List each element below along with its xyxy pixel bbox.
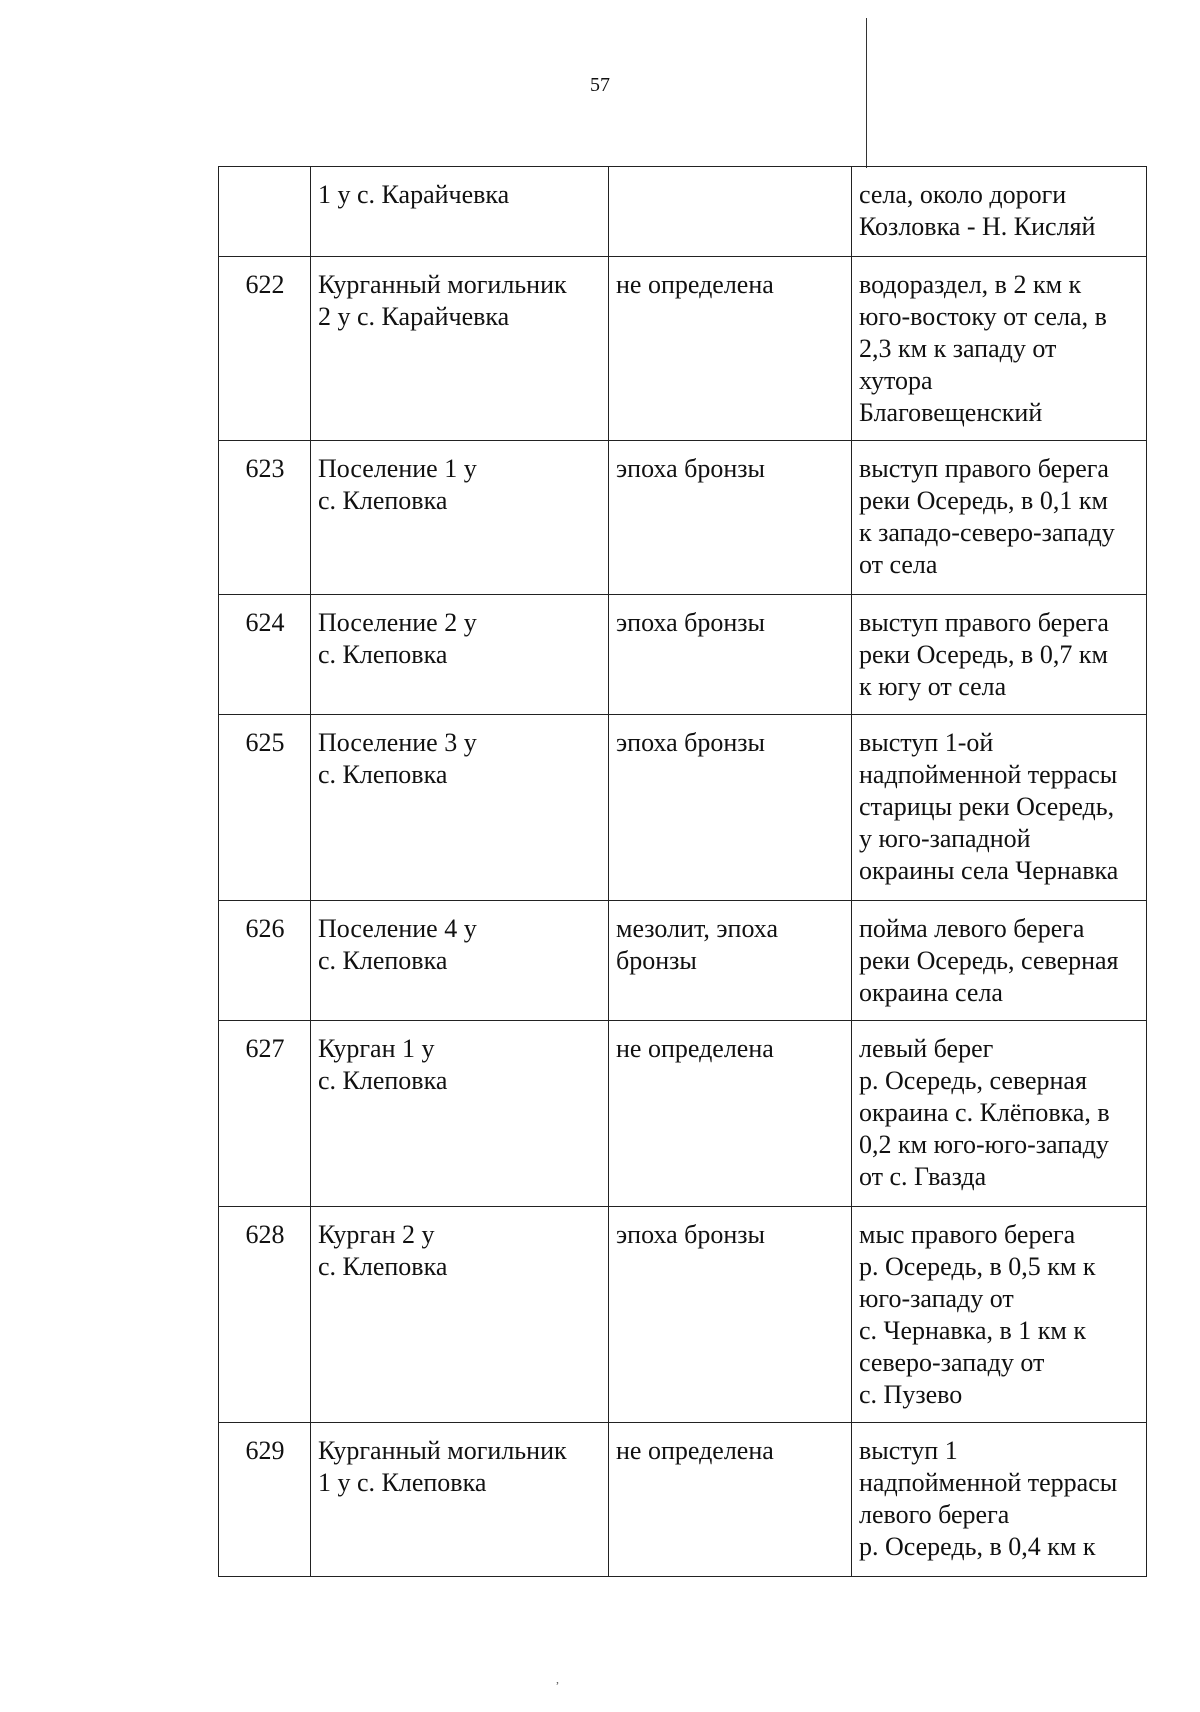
location-line: р. Осередь, в 0,5 км к: [859, 1252, 1096, 1281]
location-line: выступ 1: [859, 1436, 958, 1465]
location-line: надпойменной террасы: [859, 1468, 1118, 1497]
location-line: юго-востоку от села, в: [859, 302, 1107, 331]
dating-cell: [609, 257, 852, 441]
monument-name-cell: [311, 901, 609, 1021]
location-line: мыс правого берега: [859, 1220, 1076, 1249]
monument-name-line: 2 у с. Карайчевка: [318, 302, 510, 331]
monument-name-cell: [311, 1207, 609, 1423]
location-line: выступ 1-ой: [859, 728, 994, 757]
monument-name-cell: [311, 441, 609, 595]
location-line: старицы реки Осередь,: [859, 792, 1115, 821]
row-number-cell: 627: [219, 1021, 311, 1207]
monument-name-cell: [311, 1423, 609, 1577]
location-line: реки Осередь, в 0,1 км: [859, 486, 1108, 515]
page-number: 57: [590, 74, 610, 96]
location-line: окраина села: [859, 978, 1003, 1007]
location-line: от с. Гвазда: [859, 1162, 987, 1191]
table-row: [219, 1423, 1147, 1577]
location-cell: [852, 441, 1147, 595]
monument-name-cell: [311, 715, 609, 901]
location-line: с. Чернавка, в 1 км к: [859, 1316, 1086, 1345]
monument-name-line: Курган 1 у: [318, 1034, 435, 1063]
dating-line: не определена: [616, 1436, 774, 1465]
scan-speck: ,: [556, 1672, 559, 1686]
monument-name-line: 1 у с. Клеповка: [318, 1468, 487, 1497]
dating-line: мезолит, эпоха: [616, 914, 779, 943]
dating-line: не определена: [616, 270, 774, 299]
location-line: окраины села Чернавка: [859, 856, 1119, 885]
dating-cell: [609, 167, 852, 257]
table-row: [219, 441, 1147, 595]
dating-line: не определена: [616, 1034, 774, 1063]
dating-cell: [609, 715, 852, 901]
row-number-cell: 623: [219, 441, 311, 595]
location-cell: [852, 1207, 1147, 1423]
location-line: у юго-западной: [859, 824, 1031, 853]
location-line: с. Пузево: [859, 1380, 963, 1409]
monument-name-line: с. Клеповка: [318, 760, 448, 789]
row-number-cell: 624: [219, 595, 311, 715]
location-line: левого берега: [859, 1500, 1010, 1529]
table-row: [219, 595, 1147, 715]
dating-cell: [609, 441, 852, 595]
monument-name-line: Курганный могильник: [318, 1436, 567, 1465]
monument-name-line: с. Клеповка: [318, 1066, 448, 1095]
monument-name-line: Поселение 3 у: [318, 728, 477, 757]
monument-name-line: с. Клеповка: [318, 640, 448, 669]
dating-line: бронзы: [616, 946, 697, 975]
scan-artifact-line: [866, 18, 867, 168]
table-row: [219, 1207, 1147, 1423]
dating-cell: [609, 595, 852, 715]
location-line: реки Осередь, в 0,7 км: [859, 640, 1108, 669]
monument-name-line: с. Клеповка: [318, 486, 448, 515]
monument-name-cell: [311, 167, 609, 257]
monument-name-line: Поселение 2 у: [318, 608, 477, 637]
location-line: р. Осередь, северная: [859, 1066, 1087, 1095]
monument-name-line: с. Клеповка: [318, 1252, 448, 1281]
location-line: к югу от села: [859, 672, 1007, 701]
location-line: выступ правого берега: [859, 454, 1109, 483]
monument-name-cell: [311, 1021, 609, 1207]
location-cell: [852, 257, 1147, 441]
monument-name-line: Поселение 4 у: [318, 914, 477, 943]
location-cell: [852, 901, 1147, 1021]
location-line: к западо-северо-западу: [859, 518, 1115, 547]
table-row: [219, 257, 1147, 441]
dating-cell: [609, 1423, 852, 1577]
location-cell: [852, 715, 1147, 901]
location-line: пойма левого берега: [859, 914, 1085, 943]
location-line: юго-западу от: [859, 1284, 1014, 1313]
row-number-cell: [219, 167, 311, 257]
dating-line: эпоха бронзы: [616, 608, 766, 637]
dating-cell: [609, 1207, 852, 1423]
monuments-table: [218, 166, 1147, 1577]
row-number-cell: 625: [219, 715, 311, 901]
location-line: надпойменной террасы: [859, 760, 1118, 789]
location-line: окраина с. Клёповка, в: [859, 1098, 1110, 1127]
location-line: водораздел, в 2 км к: [859, 270, 1082, 299]
table-row: [219, 1021, 1147, 1207]
location-cell: [852, 1021, 1147, 1207]
location-line: р. Осередь, в 0,4 км к: [859, 1532, 1096, 1561]
monument-name-line: Курганный могильник: [318, 270, 567, 299]
monument-name-line: Курган 2 у: [318, 1220, 435, 1249]
monument-name-cell: [311, 257, 609, 441]
dating-cell: [609, 1021, 852, 1207]
dating-line: эпоха бронзы: [616, 1220, 766, 1249]
monument-name-cell: [311, 595, 609, 715]
dating-line: эпоха бронзы: [616, 728, 766, 757]
location-line: от села: [859, 550, 938, 579]
table-body: [219, 167, 1147, 1577]
location-cell: [852, 1423, 1147, 1577]
location-line: левый берег: [859, 1034, 994, 1063]
location-line: села, около дороги: [859, 180, 1067, 209]
table-row: [219, 715, 1147, 901]
location-line: Благовещенский: [859, 398, 1043, 427]
row-number-cell: 628: [219, 1207, 311, 1423]
dating-line: эпоха бронзы: [616, 454, 766, 483]
location-cell: [852, 167, 1147, 257]
table-row: [219, 167, 1147, 257]
location-line: реки Осередь, северная: [859, 946, 1119, 975]
row-number-cell: 626: [219, 901, 311, 1021]
table-row: [219, 901, 1147, 1021]
location-line: выступ правого берега: [859, 608, 1109, 637]
location-cell: [852, 595, 1147, 715]
monument-name-line: с. Клеповка: [318, 946, 448, 975]
location-line: 0,2 км юго-юго-западу: [859, 1130, 1109, 1159]
row-number-cell: 629: [219, 1423, 311, 1577]
location-line: хутора: [859, 366, 933, 395]
location-line: Козловка - Н. Кисляй: [859, 212, 1096, 241]
monument-name-line: 1 у с. Карайчевка: [318, 180, 510, 209]
monument-name-line: Поселение 1 у: [318, 454, 477, 483]
row-number-cell: 622: [219, 257, 311, 441]
location-line: северо-западу от: [859, 1348, 1045, 1377]
dating-cell: [609, 901, 852, 1021]
location-line: 2,3 км к западу от: [859, 334, 1057, 363]
